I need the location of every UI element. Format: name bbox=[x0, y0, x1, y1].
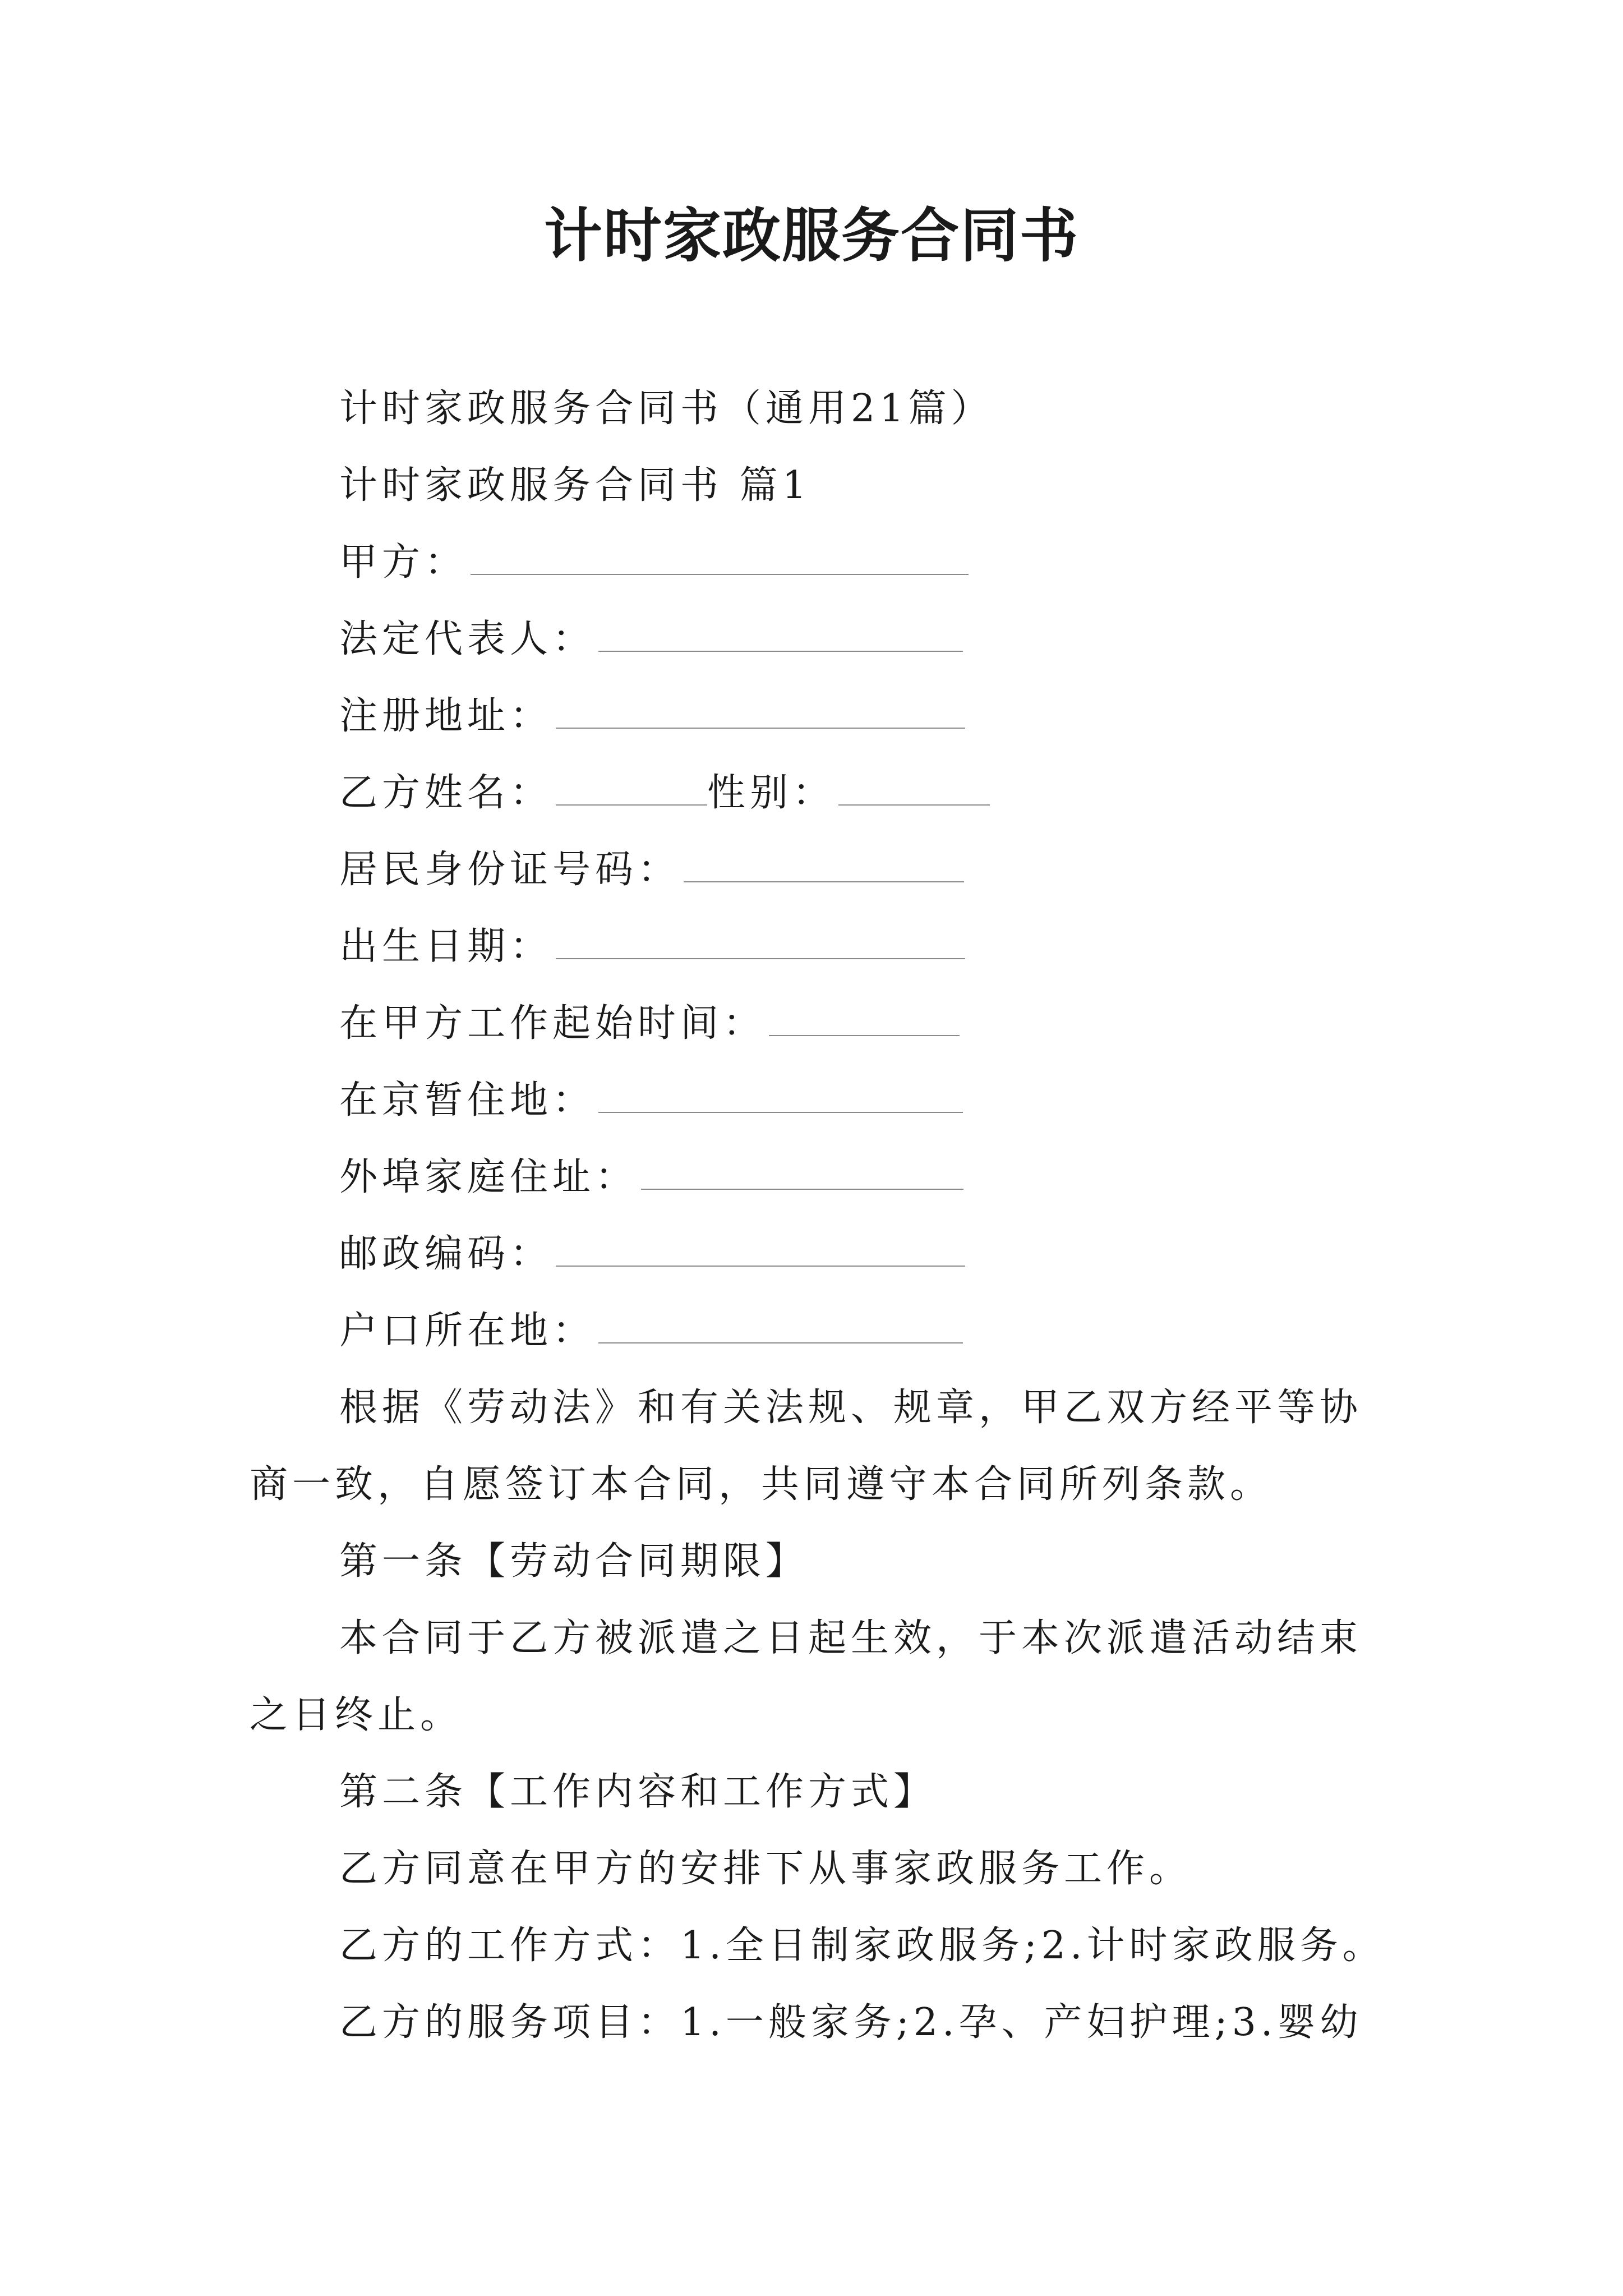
field-registered-address bbox=[250, 678, 1388, 754]
article-heading: 第二条【工作内容和工作方式】 bbox=[339, 1770, 937, 1814]
field-postal-code bbox=[250, 1216, 1388, 1292]
section-heading: 计时家政服务合同书 篇1 bbox=[339, 463, 811, 508]
paragraph-line: 乙方的工作方式：1.全日制家政服务;2.计时家政服务。 bbox=[339, 1924, 1385, 1968]
paragraph-line: 根据《劳动法》和有关法规、规章，甲乙双方经平等协 bbox=[339, 1386, 1363, 1430]
document-subtitle: 计时家政服务合同书（通用21篇） bbox=[339, 386, 994, 431]
field-label: 户口所在地： bbox=[339, 1309, 596, 1353]
fill-blank[interactable] bbox=[556, 1232, 965, 1267]
article-heading: 第一条【劳动合同期限】 bbox=[339, 1539, 809, 1584]
fill-blank[interactable] bbox=[471, 540, 969, 575]
field-beijing-residence bbox=[250, 1062, 1388, 1139]
field-work-start-time bbox=[250, 985, 1388, 1062]
document-title: 计时家政服务合同书 bbox=[543, 201, 1079, 270]
field-label-name: 乙方姓名： bbox=[339, 771, 553, 815]
fill-blank[interactable] bbox=[769, 1001, 960, 1036]
field-label: 甲方： bbox=[339, 540, 468, 585]
field-label: 居民身份证号码： bbox=[339, 848, 681, 892]
field-birth-date bbox=[250, 908, 1388, 985]
fill-blank[interactable] bbox=[556, 924, 965, 959]
paragraph-line: 乙方的服务项目：1.一般家务;2.孕、产妇护理;3.婴幼 bbox=[339, 2000, 1363, 2045]
fill-blank[interactable] bbox=[641, 1155, 963, 1190]
paragraph-line: 之日终止。 bbox=[250, 1693, 463, 1737]
field-label: 出生日期： bbox=[339, 924, 553, 969]
paragraph-line: 乙方同意在甲方的安排下从事家政服务工作。 bbox=[339, 1847, 1192, 1891]
fill-blank[interactable] bbox=[598, 1309, 963, 1343]
fill-blank[interactable] bbox=[598, 1078, 963, 1113]
field-label: 外埠家庭住址： bbox=[339, 1155, 638, 1199]
paragraph-line: 商一致，自愿签订本合同，共同遵守本合同所列条款。 bbox=[250, 1462, 1273, 1507]
field-household-registration bbox=[250, 1292, 1388, 1369]
gender-blank[interactable] bbox=[838, 771, 990, 806]
name-blank[interactable] bbox=[556, 771, 707, 806]
field-id-number bbox=[250, 831, 1388, 908]
field-label: 在甲方工作起始时间： bbox=[339, 1001, 766, 1046]
field-label: 注册地址： bbox=[339, 694, 553, 738]
field-party-a bbox=[250, 524, 1388, 601]
fill-blank[interactable] bbox=[684, 848, 964, 882]
field-label: 邮政编码： bbox=[339, 1232, 553, 1276]
fill-blank[interactable] bbox=[598, 617, 963, 652]
paragraph-line: 本合同于乙方被派遣之日起生效，于本次派遣活动结束 bbox=[339, 1616, 1363, 1660]
fill-blank[interactable] bbox=[556, 694, 965, 729]
field-label: 在京暂住地： bbox=[339, 1078, 596, 1122]
field-party-b-name-gender bbox=[250, 754, 1388, 831]
field-legal-representative bbox=[250, 601, 1388, 678]
document-body bbox=[250, 370, 1388, 2061]
field-label-gender: 性别： bbox=[707, 771, 836, 815]
field-label: 法定代表人： bbox=[339, 617, 596, 661]
field-home-address bbox=[250, 1139, 1388, 1216]
